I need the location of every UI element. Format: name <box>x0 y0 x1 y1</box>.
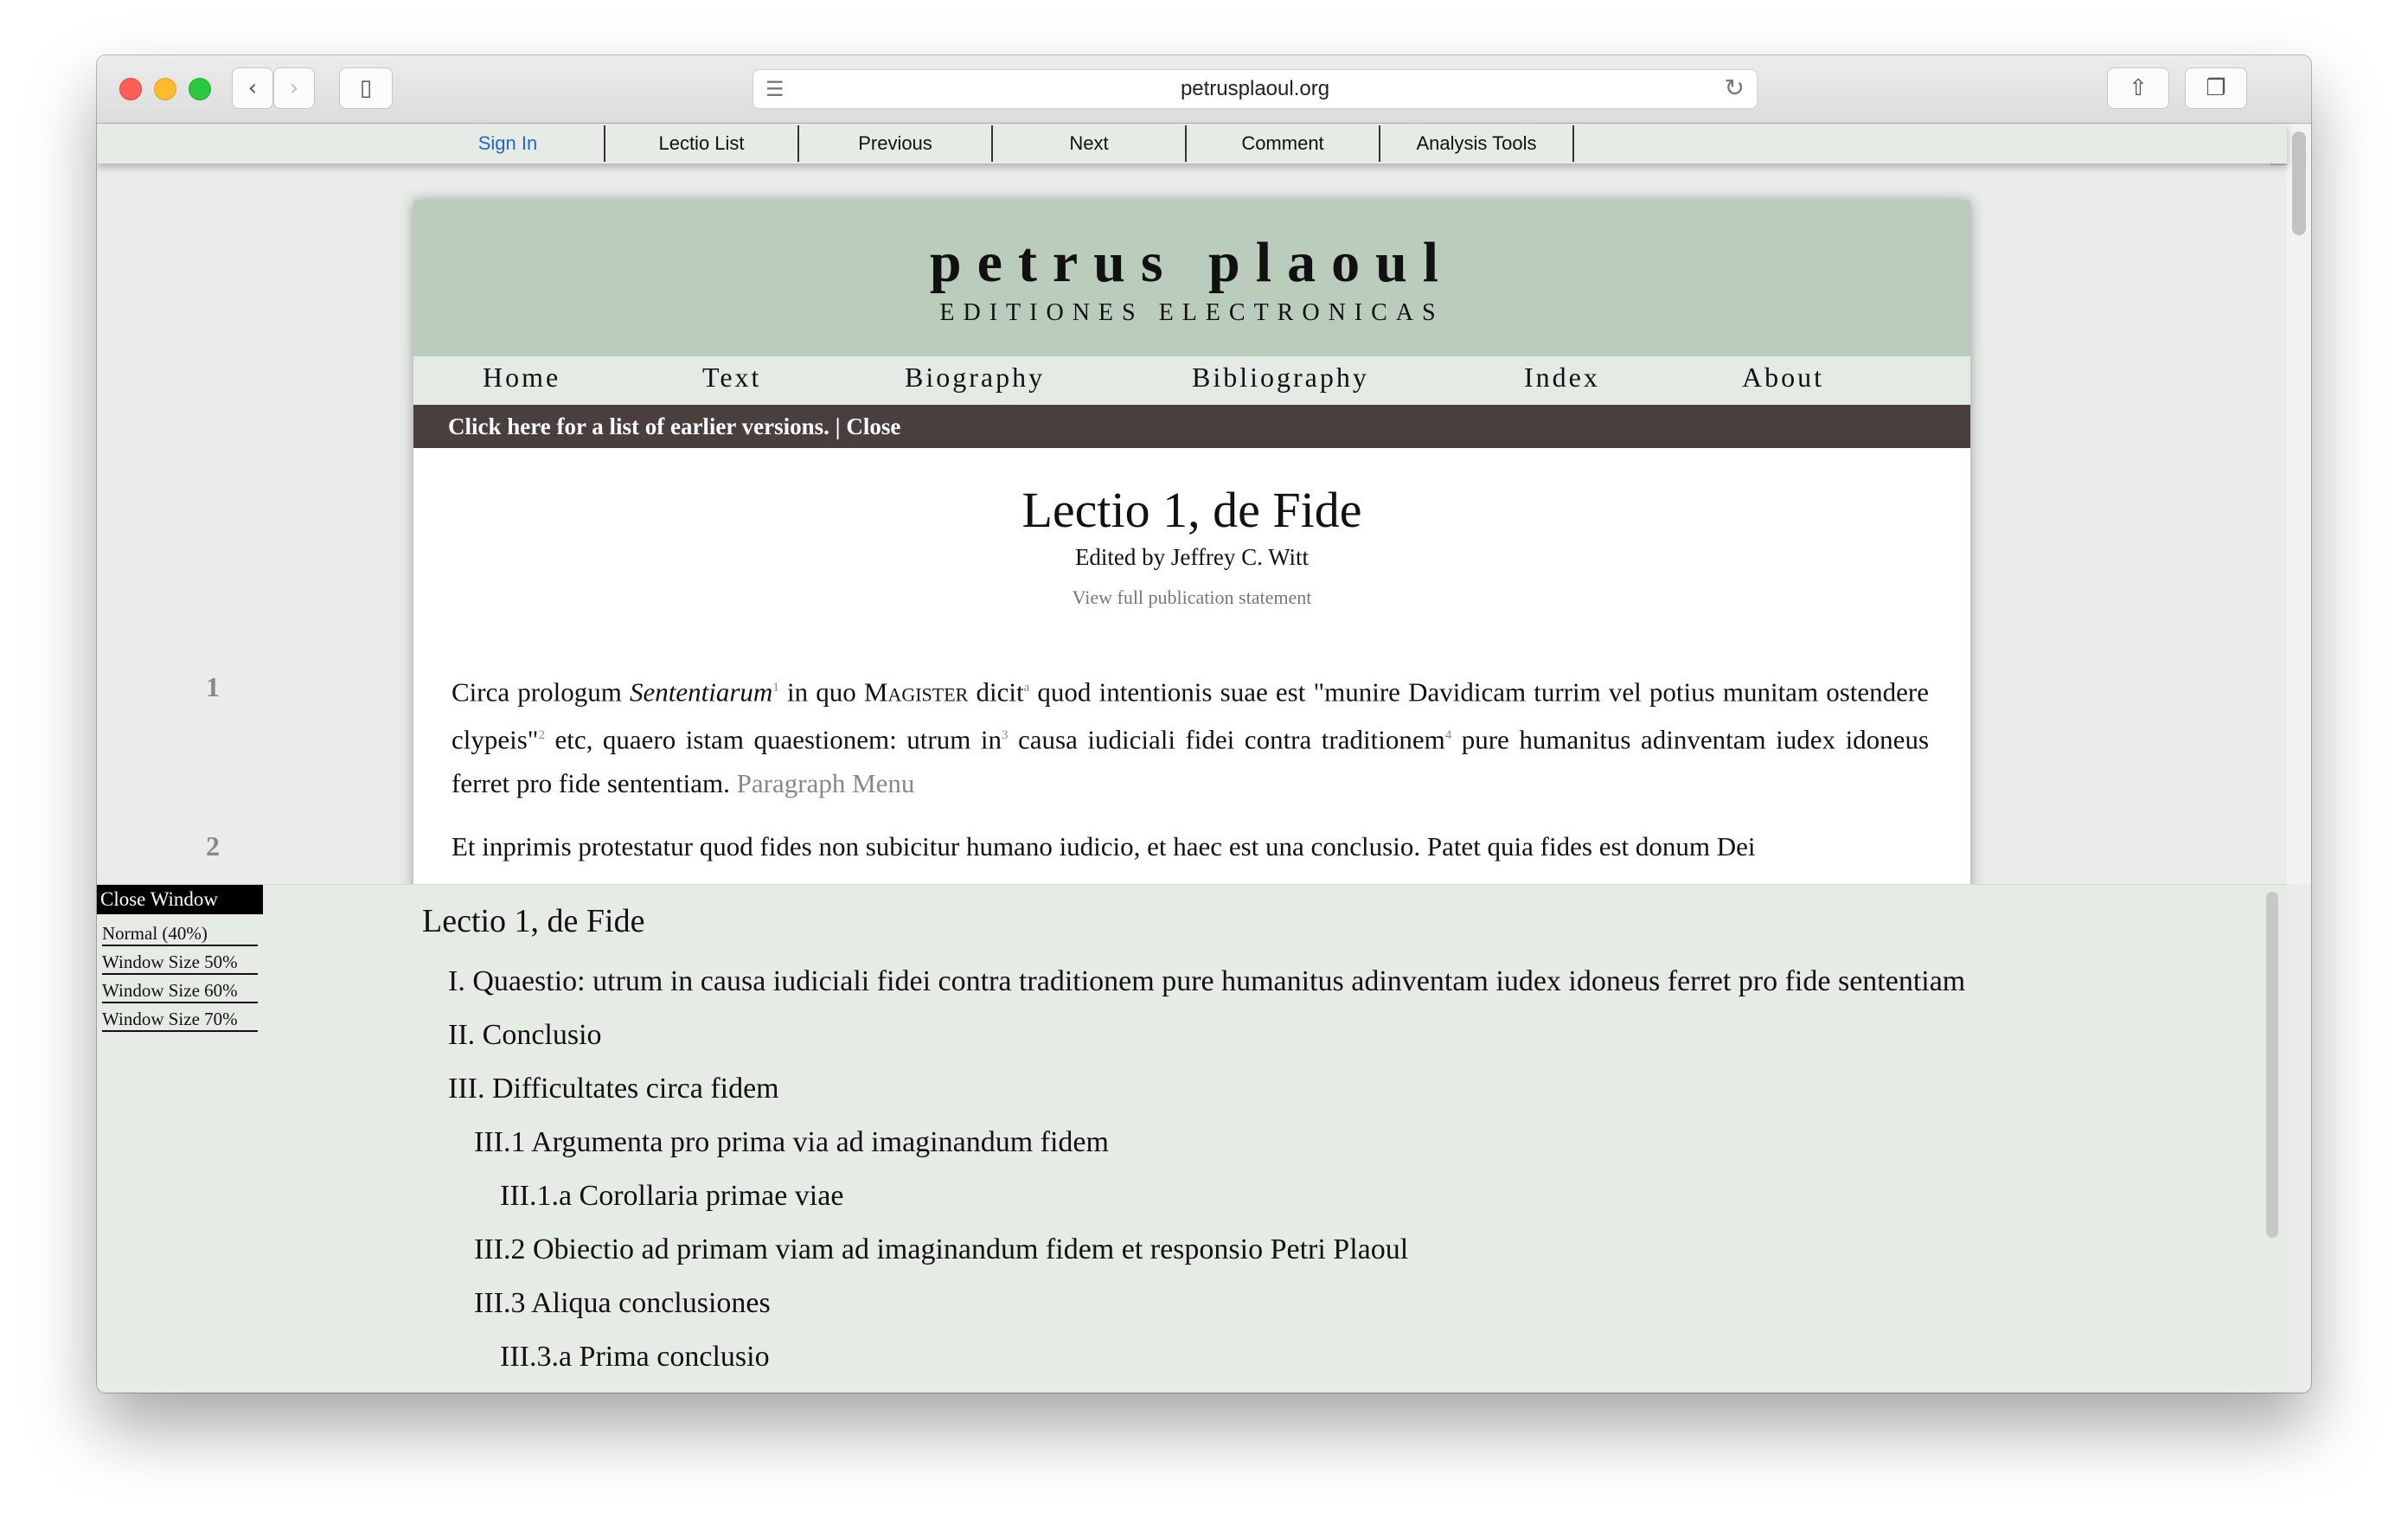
paragraph-1-text: quod intentionis suae est "munire Davidicam turrim vel potius munitam ostendere clypeis" <box>452 676 1929 755</box>
size-50-option[interactable]: Window Size 50% <box>102 951 258 975</box>
minimize-window-button[interactable] <box>154 78 176 100</box>
paragraph-1-text: in quo <box>778 676 864 708</box>
sidebar-icon[interactable]: ▯ <box>339 67 393 109</box>
footnote-2[interactable]: 2 <box>538 728 545 743</box>
size-normal-option[interactable]: Normal (40%) <box>102 923 258 946</box>
size-60-option[interactable]: Window Size 60% <box>102 980 258 1003</box>
previous-button[interactable]: Previous <box>799 125 993 162</box>
browser-toolbar <box>97 55 2311 124</box>
site-banner <box>413 201 1970 356</box>
earlier-versions-bar[interactable]: Click here for a list of earlier versions. | Close <box>413 405 1970 448</box>
menu-about[interactable]: About <box>1742 362 1824 393</box>
footnote-3[interactable]: 3 <box>1001 728 1009 743</box>
window-size-options <box>102 923 258 1037</box>
zoom-window-button[interactable] <box>189 78 211 100</box>
lectio-list-button[interactable]: Lectio List <box>605 125 799 162</box>
tabs-icon[interactable]: ❐ <box>2185 67 2247 109</box>
site-menu <box>413 356 1970 405</box>
paragraph-1-text: causa iudiciali fidei contra traditionem <box>1008 724 1445 755</box>
toc-title[interactable]: Lectio 1, de Fide <box>422 903 645 939</box>
share-icon[interactable]: ⇧ <box>2107 67 2169 109</box>
page-nav-bar <box>97 124 2287 163</box>
menu-home[interactable]: Home <box>483 362 561 393</box>
toc-item[interactable]: II. Conclusio <box>448 1019 602 1051</box>
publication-statement-link[interactable]: View full publication statement <box>1072 586 1312 608</box>
site-title[interactable]: petrus plaoul <box>929 231 1455 294</box>
panel-scrollbar[interactable] <box>2266 892 2278 1238</box>
lectio-editor: Edited by Jeffrey C. Witt <box>1074 544 1310 570</box>
paragraph-2: Et inprimis protestatur quod fides non subicitur humano iudicio, et haec est una conclusio. Patet quia fides est donum Dei <box>452 831 1756 862</box>
toc-item[interactable]: III.1.a Corollaria primae viae <box>500 1180 844 1212</box>
reload-icon[interactable]: ↻ <box>1724 74 1745 102</box>
close-window-link[interactable]: Close Window <box>97 885 263 914</box>
paragraph-1-text: etc, quaero istam quaestionem: utrum in <box>544 724 1002 755</box>
toc-item[interactable]: I. Quaestio: utrum in causa iudiciali fidei contra traditionem pure humanitus adinventam iudex idoneus ferret pro fide sententiam <box>448 965 1966 997</box>
toc-item[interactable]: III. Difficultates circa fidem <box>448 1073 779 1105</box>
outline-panel <box>97 884 2287 1393</box>
paragraph-1 <box>452 666 1929 805</box>
paragraph-1-emphasis: Sententiarum <box>630 676 773 708</box>
table-of-contents <box>422 902 2100 1392</box>
paragraph-number-2: 2 <box>206 830 220 862</box>
size-70-option[interactable]: Window Size 70% <box>102 1009 258 1032</box>
sign-in-link[interactable]: Sign In <box>412 125 605 162</box>
analysis-tools-button[interactable]: Analysis Tools <box>1380 125 1574 162</box>
toc-item[interactable]: III.2 Obiectio ad primam viam ad imaginandum fidem et responsio Petri Plaoul <box>474 1233 1409 1265</box>
paragraph-number-1: 1 <box>206 671 220 702</box>
close-window-button[interactable] <box>119 78 142 100</box>
toc-item[interactable]: III.3.a Prima conclusio <box>500 1341 770 1373</box>
toc-item[interactable]: III.3 Aliqua conclusiones <box>474 1287 771 1319</box>
page-scrollbar-thumb[interactable] <box>2292 131 2306 235</box>
lectio-title: Lectio 1, de Fide <box>1021 482 1362 538</box>
paragraph-1-text: dicit <box>968 676 1024 708</box>
url-text: petrusplaoul.org <box>1180 77 1330 100</box>
paragraph-1-text: Circa prologum <box>452 676 630 708</box>
comment-button[interactable]: Comment <box>1187 125 1380 162</box>
menu-index[interactable]: Index <box>1524 362 1600 393</box>
reader-icon[interactable]: ☰ <box>765 77 785 101</box>
footnote-1[interactable]: 1 <box>772 681 779 695</box>
page-content <box>413 201 1970 945</box>
forward-icon[interactable]: › <box>273 67 315 109</box>
back-icon[interactable]: ‹ <box>232 67 273 109</box>
menu-bibliography[interactable]: Bibliography <box>1192 362 1369 393</box>
menu-text[interactable]: Text <box>702 362 762 393</box>
page-scrollbar[interactable] <box>2287 125 2311 884</box>
address-bar[interactable] <box>752 69 1758 109</box>
toc-item[interactable]: III.1 Argumenta pro prima via ad imaginandum fidem <box>474 1126 1109 1158</box>
paragraph-1-text: pure humanitus adinventam iudex idoneus ferret pro fide sententiam. <box>452 724 1930 798</box>
paragraph-1-smallcaps: Magister <box>863 676 969 708</box>
paragraph-menu-link[interactable]: Paragraph Menu <box>736 767 915 798</box>
footnote-4[interactable]: 4 <box>1444 728 1452 743</box>
next-button[interactable]: Next <box>993 125 1187 162</box>
site-subtitle: EDITIONES ELECTRONICAS <box>939 299 1444 326</box>
browser-window <box>97 55 2311 1393</box>
menu-biography[interactable]: Biography <box>905 362 1046 393</box>
footnote-a[interactable]: a <box>1023 681 1030 695</box>
